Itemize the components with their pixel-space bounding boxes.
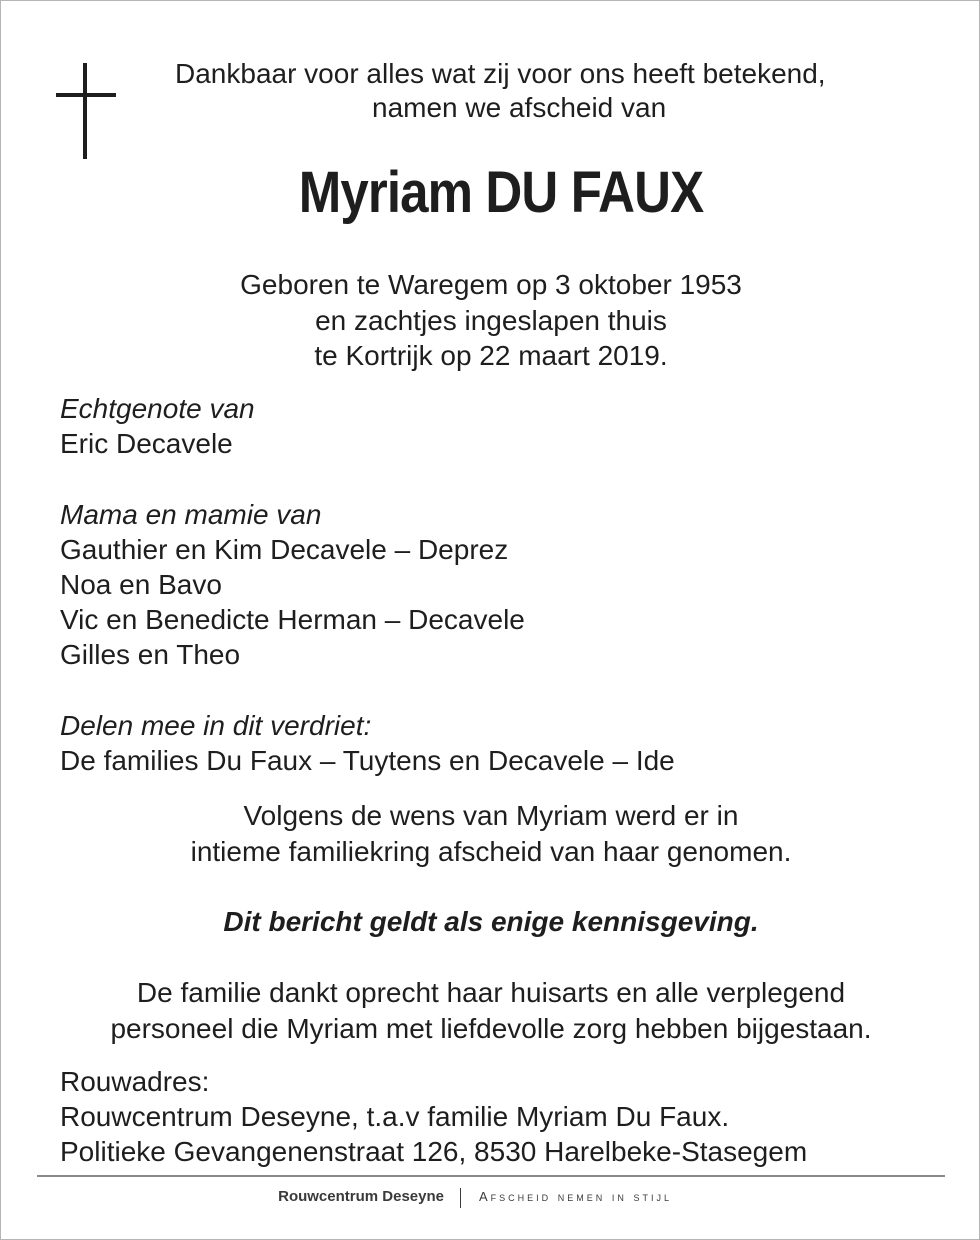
- spouse-name: Eric Decavele: [60, 428, 233, 459]
- family-heading: Delen mee in dit verdriet:: [60, 710, 372, 741]
- children-heading: Mama en mamie van: [60, 499, 322, 530]
- children-name: Noa en Bavo: [60, 569, 222, 600]
- footer-divider: [37, 1175, 945, 1177]
- address-line-2: Politieke Gevangenenstraat 126, 8530 Harelbeke-Stasegem: [60, 1136, 808, 1167]
- address-heading: Rouwadres:: [60, 1066, 210, 1097]
- footer-separator: [460, 1188, 461, 1208]
- intro-line-1: Dankbaar voor alles wat zij voor ons heeft betekend,: [175, 58, 826, 89]
- wish-line-2: intieme familiekring afscheid van haar genomen.: [190, 836, 792, 867]
- footer: [1, 1186, 980, 1210]
- children-name: Gilles en Theo: [60, 639, 241, 670]
- footer-tagline: Afscheid nemen in stijl: [479, 1189, 673, 1204]
- intro-line-2: namen we afscheid van: [372, 92, 667, 123]
- address-line-1: Rouwcentrum Deseyne, t.a.v familie Myriam Du Faux.: [60, 1101, 730, 1132]
- passing-line: en zachtjes ingeslapen thuis: [315, 305, 667, 336]
- footer-brand: Rouwcentrum Deseyne: [278, 1188, 444, 1205]
- children-name: Vic en Benedicte Herman – Decavele: [60, 604, 525, 635]
- children-name: Gauthier en Kim Decavele – Deprez: [60, 534, 509, 565]
- deceased-name: Myriam DU FAUX: [298, 160, 704, 225]
- thanks-line-2: personeel die Myriam met liefdevolle zorg hebben bijgestaan.: [110, 1013, 872, 1044]
- notice-text: Dit bericht geldt als enige kennisgeving.: [223, 906, 759, 937]
- wish-line-1: Volgens de wens van Myriam werd er in: [243, 800, 739, 831]
- cross-icon: [56, 63, 116, 159]
- place-date-line: te Kortrijk op 22 maart 2019.: [314, 340, 668, 371]
- spouse-heading: Echtgenote van: [60, 393, 255, 424]
- thanks-line-1: De familie dankt oprecht haar huisarts en alle verplegend: [136, 977, 846, 1008]
- birth-line: Geboren te Waregem op 3 oktober 1953: [240, 269, 742, 300]
- family-names: De families Du Faux – Tuytens en Decavele – Ide: [60, 745, 675, 776]
